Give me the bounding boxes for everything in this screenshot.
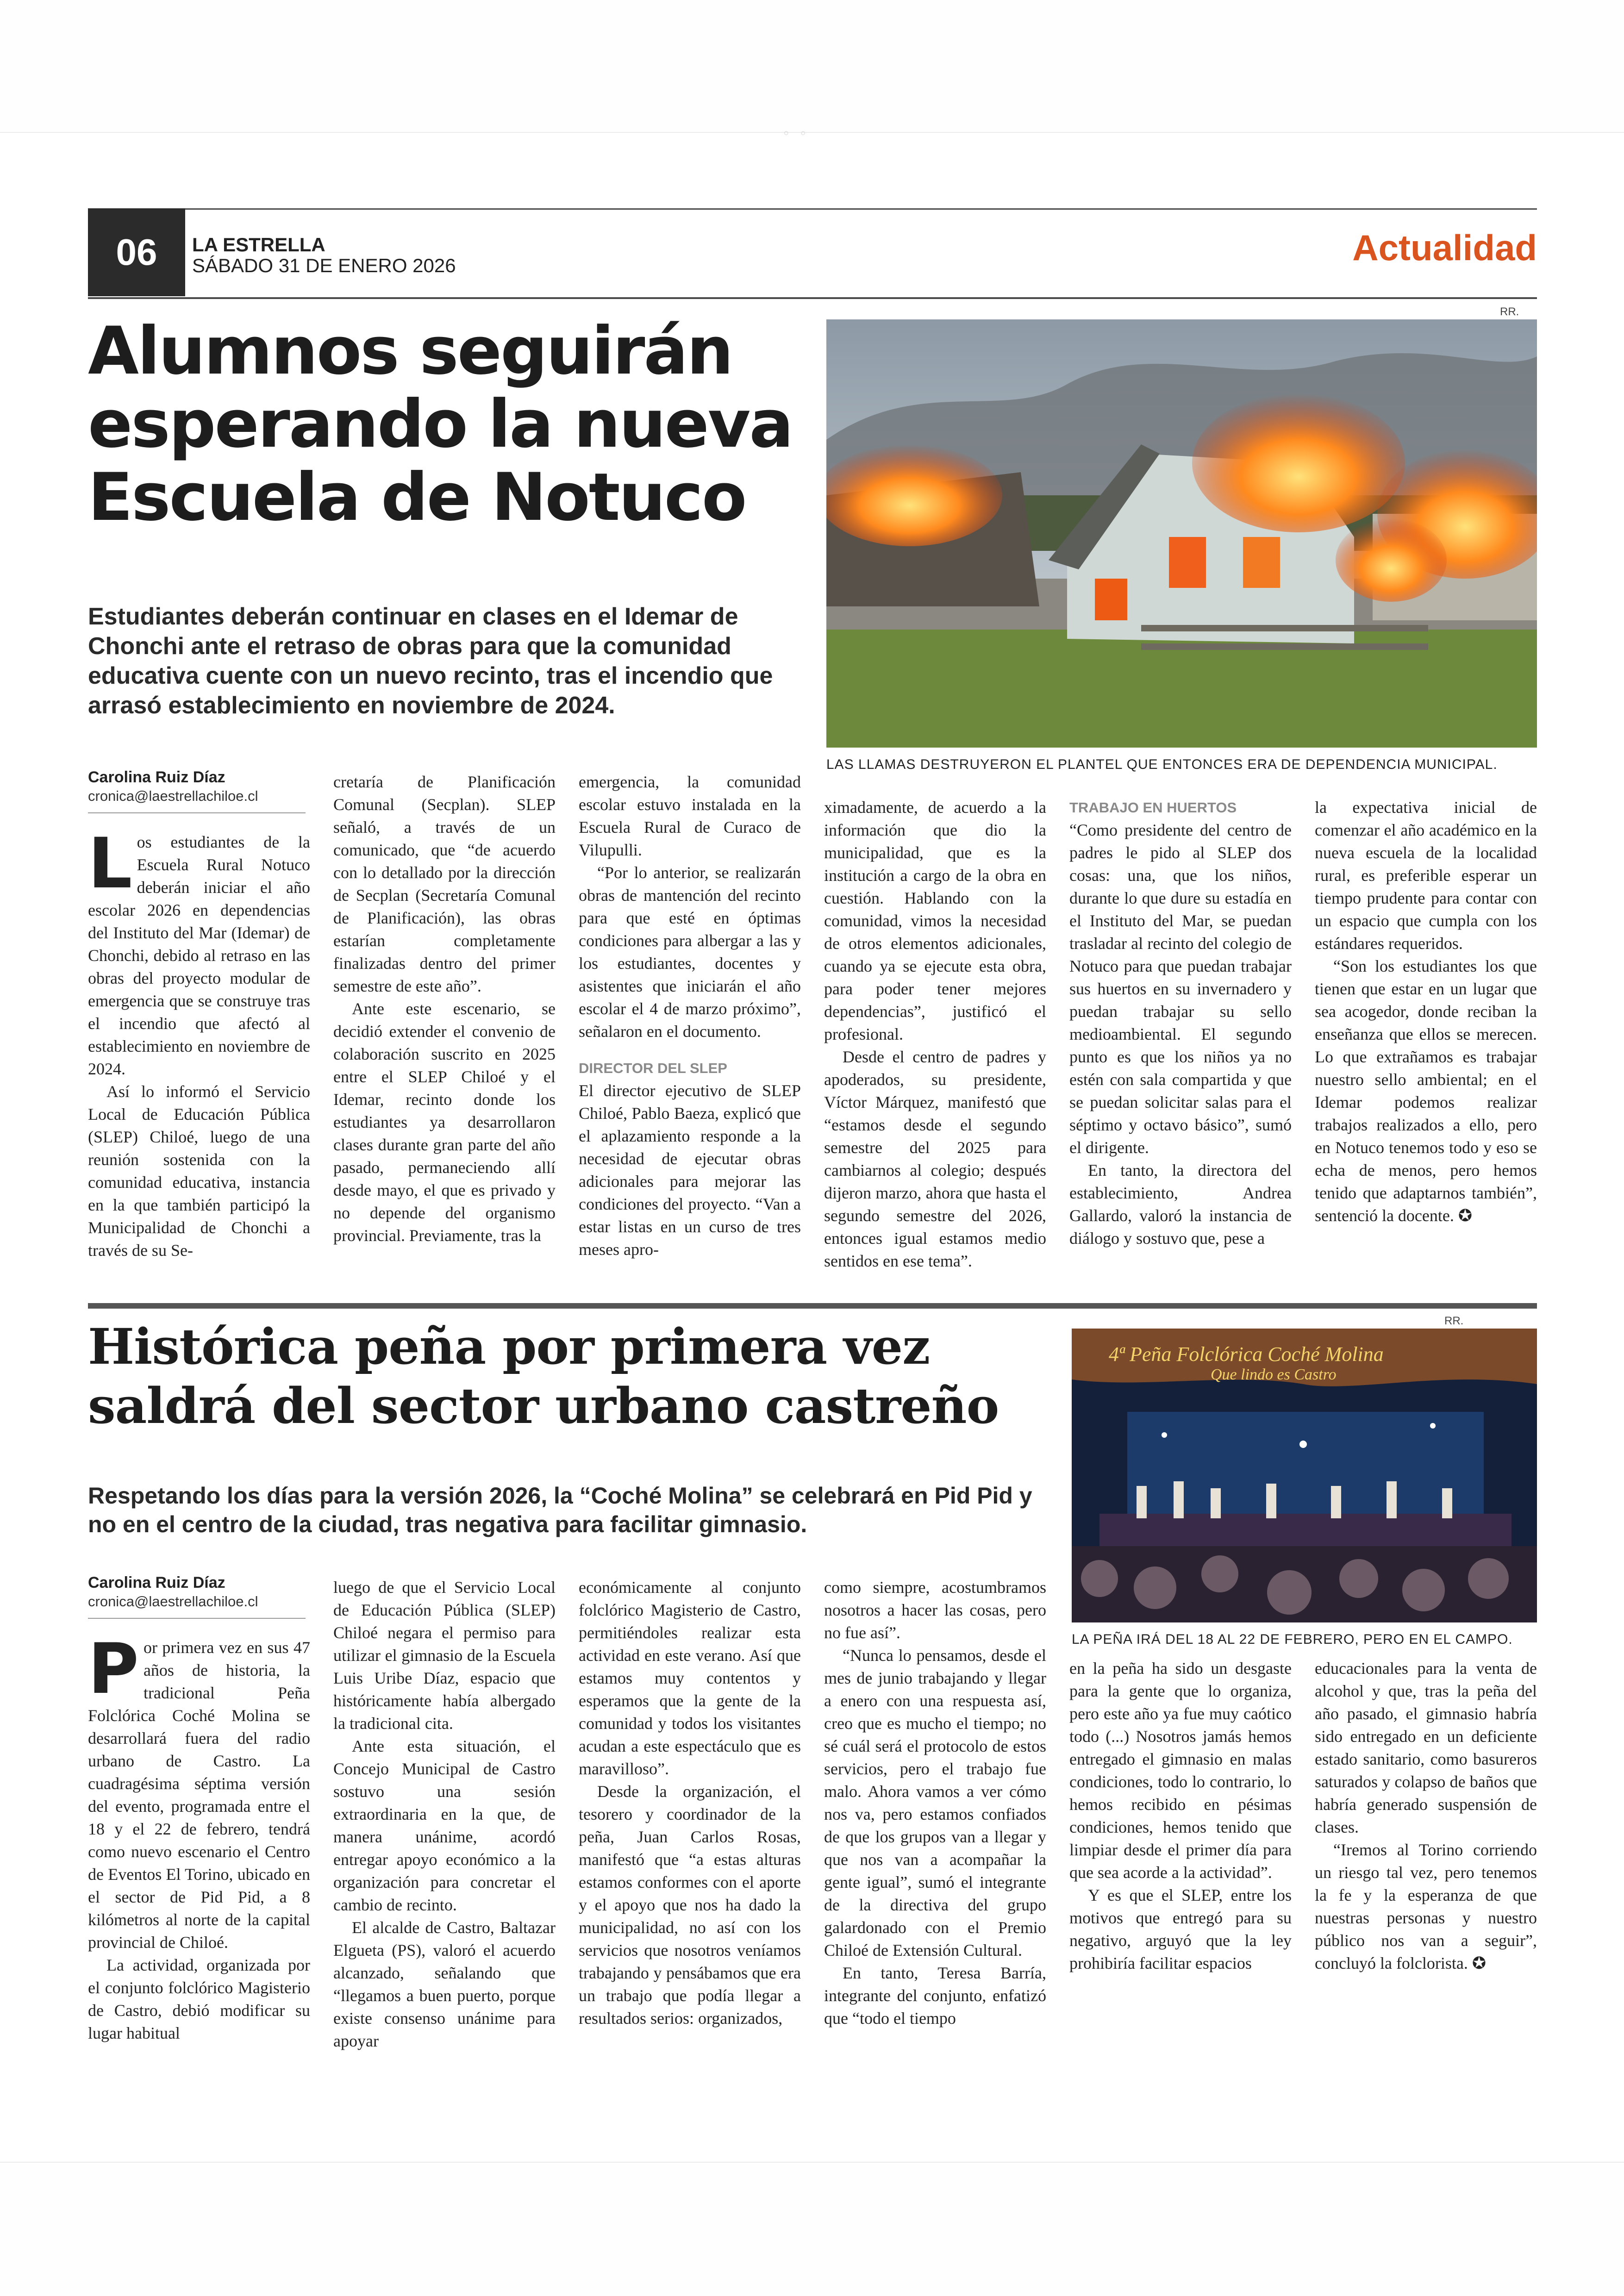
article1-deck: Estudiantes deberán continuar en clases en el Idemar de Chonchi ante el retraso de obras para que la comunidad educativa cuente con un nuevo recinto, tras el incendio que arrasó establecimiento en noviembre de 2024. (88, 603, 773, 719)
newspaper-page (88, 208, 1537, 2106)
headline-line: saldrá del sector urbano castreño (88, 1377, 999, 1435)
banner-subtitle: Que lindo es Castro (1211, 1366, 1337, 1383)
article1-column-6 (1315, 796, 1537, 1227)
top-margin (0, 0, 1624, 133)
paragraph: “Como presidente del centro de padres le pido al SLEP dos cosas: una, que los niños, durante lo que dure su estadía en el Instituto del Mar, se puedan trasladar al recinto del colegio de Notuco para que puedan trabajar sus huertos en su invernadero y puedan trabajar su sello medioambiental. El segundo punto es que los niños ya no estén con sala compartida y que se puedan solicitar salas para el séptimo y octavo básico”, sumó el dirigente. (1069, 821, 1292, 1157)
paragraph: En tanto, la directora del establecimiento, Andrea Gallardo, valoró la instancia de diálogo y sostuvo que, pese a (1069, 1161, 1292, 1248)
section-label: Actualidad (1352, 227, 1537, 268)
article1-column-1 (88, 824, 310, 1262)
dropcap: L (88, 824, 132, 904)
photo1-caption: LAS LLAMAS DESTRUYERON EL PLANTEL QUE ENTONCES ERA DE DEPENDENCIA MUNICIPAL. (826, 757, 1498, 772)
stage-concert-image (1072, 1329, 1537, 1622)
paragraph: Ante este escenario, se decidió extender el convenio de colaboración suscrito en 2025 entre el SLEP Chiloé y el Idemar, recinto donde los estudiantes ya desarrollaron clases durante gran parte del año pasado, permaneciendo allí desde mayo, el que es privado y no depende del organismo provincial. Previamente, tras la (333, 999, 556, 1245)
paragraph: “Iremos al Torino corriendo un riesgo tal vez, pero tenemos la fe y la esperanza de que nuestras personas y nuestro público nos van a seguir”, concluyó la folclorista. ✪ (1315, 1841, 1537, 1972)
banner-title: 4ª Peña Folclórica Coché Molina (1109, 1343, 1384, 1366)
page-number: 06 (88, 208, 185, 296)
subheading-huertos: TRABAJO EN HUERTOS (1069, 799, 1237, 816)
paragraph: En tanto, Teresa Barría, integrante del conjunto, enfatizó que “todo el tiempo (824, 1964, 1046, 2028)
article2-column-6 (1315, 1657, 1537, 1975)
paragraph: emergencia, la comunidad escolar estuvo instalada en la Escuela Rural de Curaco de Vilupulli. (579, 773, 801, 859)
article2-author: Carolina Ruiz Díaz (88, 1574, 225, 1591)
paragraph: El alcalde de Castro, Baltazar Elgueta (PS), valoró el acuerdo alcanzado, señalando que “llegamos a buen puerto, porque existe consenso unánime para apoyar (333, 1918, 556, 2050)
paragraph: en la peña ha sido un desgaste para la gente que lo organiza, pero este año ya fue muy caótico todo (...) Nosotros jamás hemos entregado el gimnasio en malas condiciones, todo lo contrario, lo hemos recibido en pésimas condiciones, hemos tenido que limpiar desde el primer día para que sea acorde a la actividad”. (1069, 1659, 1292, 1882)
paragraph: Desde la organización, el tesorero y coordinador de la peña, Juan Carlos Rosas, manifestó que “a estas alturas estamos conformes con el aporte y el apoyo que nos ha dado la municipalidad, no así con los servicios que nosotros veníamos trabajando y pensábamos que era un trabajo que podía llegar a resultados serios: organizados, (579, 1782, 801, 2028)
fire-photo (826, 319, 1537, 748)
subheading-director: DIRECTOR DEL SLEP (579, 1060, 727, 1076)
header-top-rule (88, 208, 1537, 210)
paragraph: luego de que el Servicio Local de Educación Pública (SLEP) Chiloé negara el permiso para utilizar el gimnasio de la Escuela Luis Uribe Díaz, espacio que históricamente había albergado la tradicional cita. (333, 1578, 556, 1733)
headline-line: Histórica peña por primera vez (88, 1317, 930, 1375)
paragraph: El director ejecutivo de SLEP Chiloé, Pablo Baeza, explicó que el aplazamiento responde a la necesidad de ejecutar obras adicionales para mejorar las condiciones del proyecto. “Van a estar listas en un curso de tres meses apro- (579, 1081, 801, 1259)
paragraph: La actividad, organizada por el conjunto folclórico Magisterio de Castro, debió modificar su lugar habitual (88, 1956, 310, 2042)
article2-column-1 (88, 1629, 310, 2045)
pena-photo (1072, 1329, 1537, 1622)
article2-headline (88, 1317, 1060, 1435)
article2-column-3 (579, 1576, 801, 2030)
article2-column-4 (824, 1576, 1046, 2030)
paper-name: LA ESTRELLA (192, 234, 325, 256)
article2-deck: Respetando los días para la versión 2026, la “Coché Molina” se celebrará en Pid Pid y no en el centro de la ciudad, tras negativa para facilitar gimnasio. (88, 1483, 1032, 1537)
paragraph: or primera vez en sus 47 años de historia, la tradicional Peña Folclórica Coché Molina se desarrollará fuera del radio urbano de Castro. La cuadragésima séptima versión del evento, programada entre el 18 y el 22 de febrero, tendrá como nuevo escenario el Centro de Eventos El Torino, ubicado en el sector de Pid Pid, a 8 kilómetros al norte de la capital provincial de Chiloé. (88, 1638, 310, 1952)
photo2-caption: LA PEÑA IRÁ DEL 18 AL 22 DE FEBRERO, PERO EN EL CAMPO. (1072, 1632, 1513, 1647)
paragraph: económicamente al conjunto folclórico Magisterio de Castro, permitiéndoles realizar esta actividad en este verano. Así que estamos muy contentos y esperamos que la gente de la comunidad y todos los visitantes acudan a este espectáculo que es maravilloso”. (579, 1578, 801, 1778)
bottom-margin (0, 2162, 1624, 2296)
photo1-credit: RR. (1500, 306, 1519, 318)
article1-author: Carolina Ruiz Díaz (88, 768, 225, 786)
paragraph: la expectativa inicial de comenzar el año académico en la nueva escuela de la localidad rural, es preferible esperar un tiempo prudente para contar con un espacio que cumpla con los estándares requeridos. (1315, 798, 1537, 953)
dropcap: P (88, 1629, 139, 1710)
headline-line: Escuela de Notuco (88, 459, 746, 536)
paragraph: Y es que el SLEP, entre los motivos que entregó para su negativo, arguyó que la ley prohibiría facilitar espacios (1069, 1886, 1292, 1972)
article1-column-4 (824, 796, 1046, 1273)
paragraph: cretaría de Planificación Comunal (Secplan). SLEP señaló, a través de un comunicado, que “de acuerdo con lo detallado por la dirección de Secplan (Secretaría Comunal de Planificación), las obras estarían completamente finalizadas dentro del primer semestre de este año”. (333, 773, 556, 995)
photo2-credit: RR. (1444, 1315, 1464, 1327)
headline-line: esperando la nueva (88, 386, 793, 462)
byline-rule (88, 1618, 306, 1619)
article1-email: cronica@laestrellachiloe.cl (88, 788, 258, 804)
article1-column-2 (333, 771, 556, 1247)
article-divider (88, 1303, 1537, 1309)
header-bottom-rule (88, 297, 1537, 299)
paragraph: “Por lo anterior, se realizarán obras de mantención del recinto para que esté en óptimas condiciones para albergar a las y los estudiantes, docentes y asistentes que iniciarán el año escolar el 4 de marzo próximo”, señalaron en el documento. (579, 863, 801, 1041)
article2-column-2 (333, 1576, 556, 2053)
paragraph: educacionales para la venta de alcohol y que, tras la peña del año pasado, el gimnasio habría sido entregado en un deficiente estado sanitario, como basureros saturados y colapso de baños que habría generado suspensión de clases. (1315, 1659, 1537, 1836)
paragraph: “Son los estudiantes los que tienen que estar en un lugar que sea acogedor, donde reciban la enseñanza que ellos se merecen. Lo que extrañamos es trabajar nuestro sello ambiental; en el Idemar podemos realizar trabajos realizados a ello, pero en Notuco tenemos todo y eso se echa de menos, pero hemos tenido que adaptarnos también”, sentenció la docente. ✪ (1315, 957, 1537, 1225)
paragraph: os estudiantes de la Escuela Rural Notuco deberán iniciar el año escolar 2026 en dependencias del Instituto del Mar (Idemar) de Chonchi, debido al retraso en las obras del proyecto modular de emergencia que se construye tras el incendio que afectó al establecimiento en noviembre de 2024. (88, 833, 310, 1078)
paragraph: Ante esta situación, el Concejo Municipal de Castro sostuvo una sesión extraordinaria en la que, de manera unánime, acordó entregar apoyo económico a la organización para concretar el cambio de recinto. (333, 1737, 556, 1914)
byline-rule (88, 812, 306, 813)
article1-column-5 (1069, 796, 1292, 1250)
article1-column-3 (579, 771, 801, 1261)
article2-column-5 (1069, 1657, 1292, 1975)
headline-line: Alumnos seguirán (88, 313, 732, 389)
issue-date: SÁBADO 31 DE ENERO 2026 (192, 255, 456, 276)
article2-email: cronica@laestrellachiloe.cl (88, 1593, 258, 1610)
paragraph: ximadamente, de acuerdo a la información que dio la municipalidad, que es la institución a cargo de la obra en cuestión. Hablando con la comunidad, vimos la necesidad de otros elementos adicionales, cuando ya se ejecute esta obra, para poder tener mejores dependencias”, justificó el profesional. (824, 798, 1046, 1043)
paragraph: Desde el centro de padres y apoderados, su presidente, Víctor Márquez, manifestó que “estamos desde el segundo semestre del 2025 para cambiarnos al colegio; después dijeron marzo, ahora que hasta el segundo semestre del 2026, entonces igual estamos medio sentidos en ese tema”. (824, 1048, 1046, 1270)
article1-headline (88, 315, 806, 534)
paragraph: Así lo informó el Servicio Local de Educación Pública (SLEP) Chiloé, luego de una reunión sostenida con la comunidad educativa, instancia en la que también participó la Municipalidad de Chonchi a través de su Se- (88, 1082, 310, 1260)
page-indicator-icon: ◦◦ (782, 126, 817, 141)
paragraph: “Nunca lo pensamos, desde el mes de junio trabajando y llegar a enero con una respuesta así, creo que es mucho el tiempo; no sé cuál será el protocolo de estos servicios, pero el trabajo fue malo. Ahora vamos a ver cómo nos va, pero estamos confiados de que los grupos van a llegar y que nos van a acompañar la gente igual”, sumó el integrante de la directiva del grupo galardonado con el Premio Chiloé de Extensión Cultural. (824, 1646, 1046, 1959)
paragraph: como siempre, acostumbramos nosotros a hacer las cosas, pero no fue así”. (824, 1578, 1046, 1642)
burning-school-image (826, 319, 1537, 748)
